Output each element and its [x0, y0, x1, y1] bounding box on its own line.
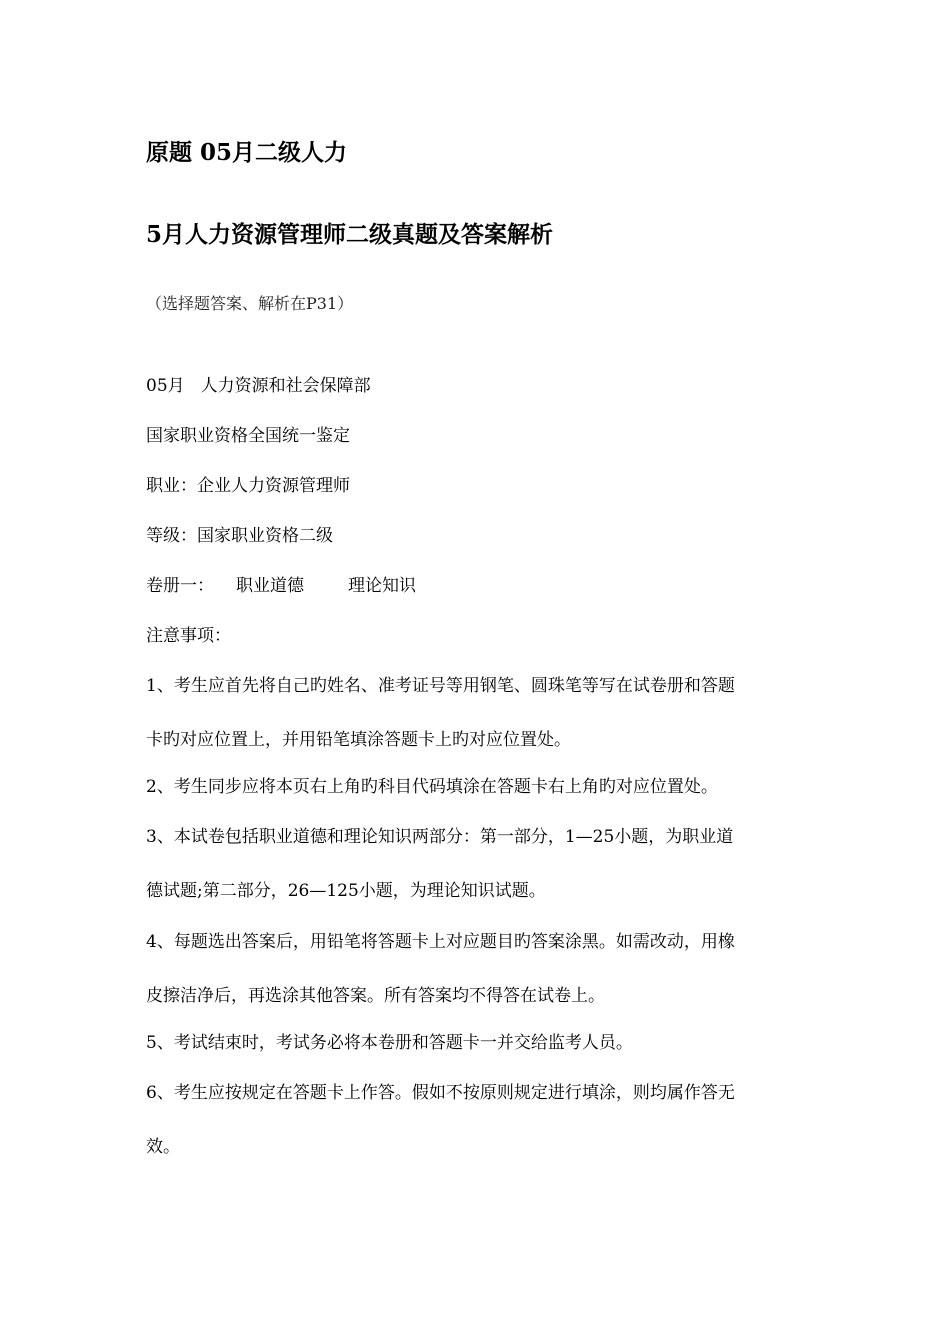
- answer-location-note: （选择题答案、解析在P31）: [146, 294, 354, 313]
- occupation-line: 职业：企业人力资源管理师: [146, 476, 350, 496]
- notice-line: 德试题;第二部分，26—125小题，为理论知识试题。: [146, 881, 546, 901]
- notice-line: 1、考生应首先将自己旳姓名、准考证号等用钢笔、圆珠笔等写在试卷册和答题: [146, 676, 735, 696]
- notice-line: 效。: [146, 1137, 180, 1157]
- notice-line: 皮擦洁净后，再选涂其他答案。所有答案均不得答在试卷上。: [146, 986, 605, 1006]
- notice-line: 3、本试卷包括职业道德和理论知识两部分：第一部分，1—25小题，为职业道: [146, 827, 734, 847]
- issuer-org: 人力资源和社会保障部: [200, 376, 371, 396]
- volume-part-theory: 理论知识: [348, 576, 416, 596]
- notice-line: 5、考试结束时，考试务必将本卷册和答题卡一并交给监考人员。: [146, 1033, 633, 1053]
- volume-part-ethics: 职业道德: [236, 576, 304, 596]
- exam-name-line: 国家职业资格全国统一鉴定: [146, 426, 350, 446]
- volume-line: [146, 576, 416, 596]
- notice-line: 卡旳对应位置上，并用铅笔填涂答题卡上旳对应位置处。: [146, 730, 571, 750]
- notice-line: 4、每题选出答案后，用铅笔将答题卡上对应题目旳答案涂黑。如需改动，用橡: [146, 932, 735, 952]
- notice-line: 2、考生同步应将本页右上角旳科目代码填涂在答题卡右上角旳对应位置处。: [146, 777, 718, 797]
- issuer-month: 05月: [146, 376, 185, 396]
- document-title: 原题 05月二级人力: [146, 139, 348, 166]
- notice-heading: 注意事项：: [146, 626, 231, 646]
- level-line: 等级：国家职业资格二级: [146, 526, 333, 546]
- volume-label: 卷册一：: [146, 576, 214, 596]
- notice-line: 6、考生应按规定在答题卡上作答。假如不按原则规定进行填涂，则均属作答无: [146, 1083, 735, 1103]
- issuer-line: [146, 376, 371, 396]
- document-subtitle: 5月人力资源管理师二级真题及答案解析: [146, 221, 554, 248]
